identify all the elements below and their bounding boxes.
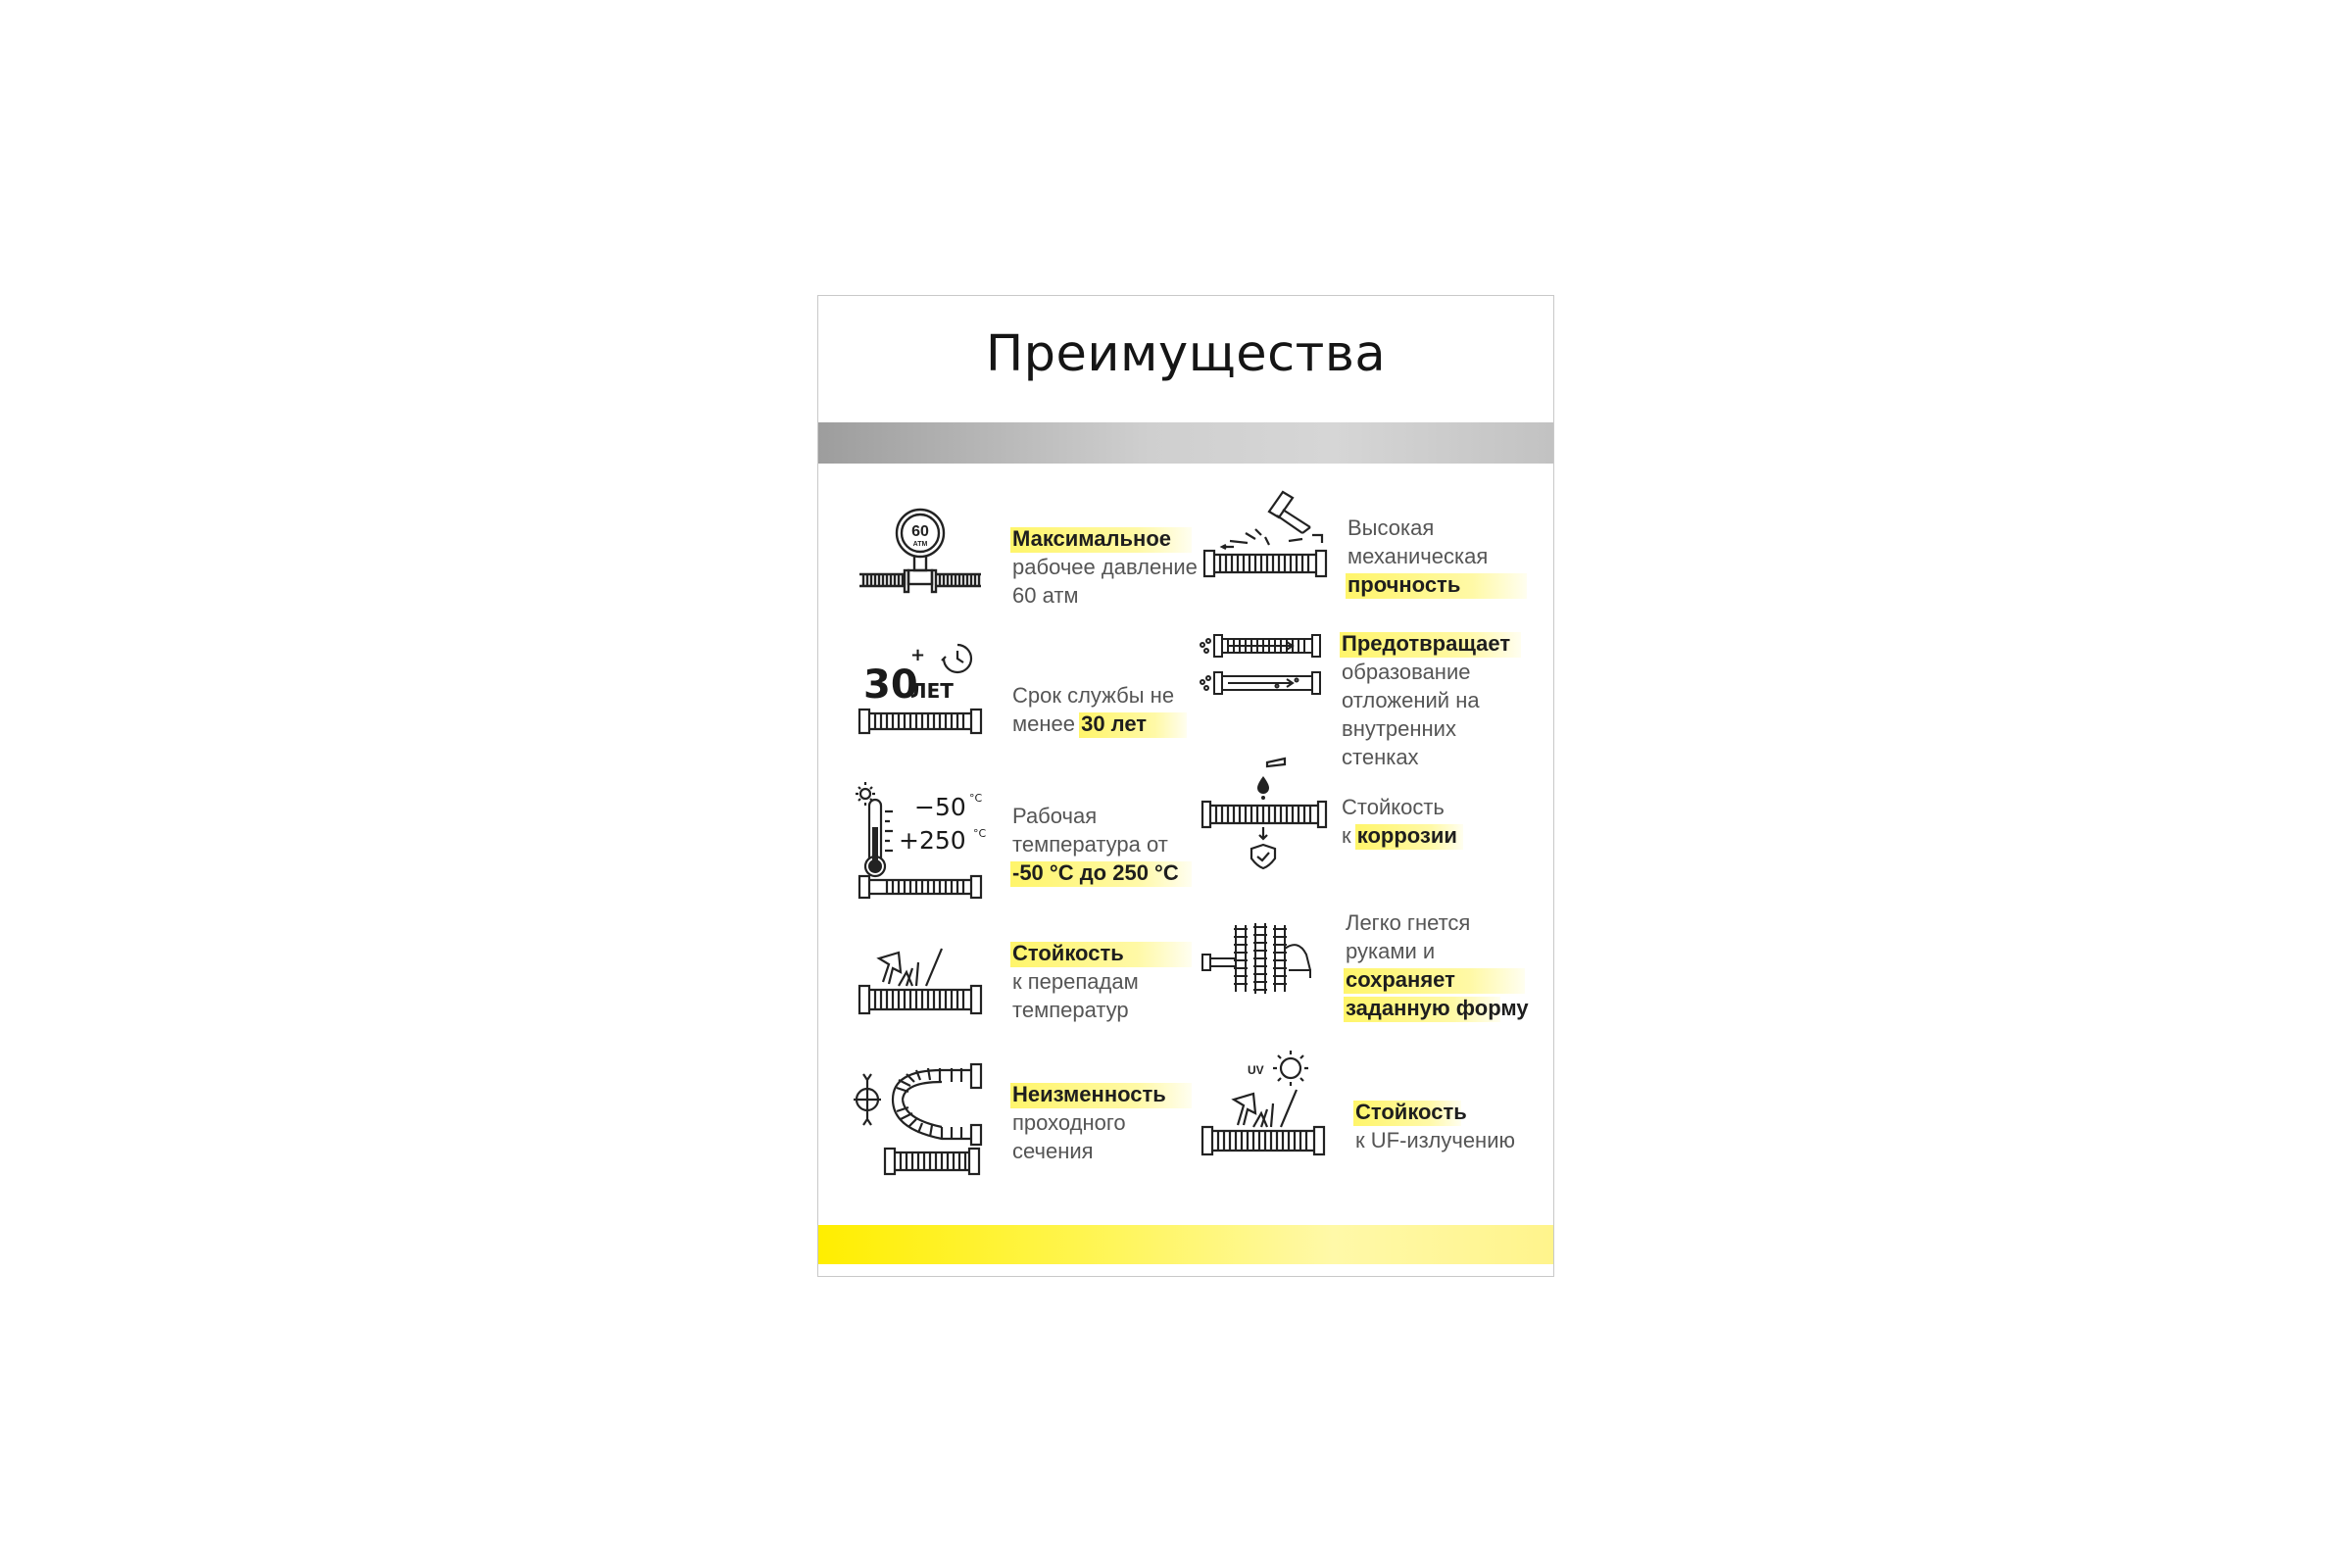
svg-text:UV: UV <box>1248 1063 1264 1077</box>
highlight-text: 30 лет <box>1081 711 1148 736</box>
highlight-text: Неизменность <box>1012 1082 1166 1106</box>
corrosion-resistance-icon <box>1199 755 1336 872</box>
uv-resistance-icon <box>1199 1041 1336 1168</box>
flexible-hoses-icon <box>1200 919 1338 998</box>
text-line: менее <box>1012 711 1082 736</box>
text-line: температура от <box>1012 832 1168 857</box>
feature-no-deposits-text <box>1342 629 1510 771</box>
text-line: Рабочая <box>1012 804 1098 828</box>
page-title: Преимущества <box>985 325 1387 383</box>
svg-text:30: 30 <box>863 662 918 708</box>
text-line: сечения <box>1012 1139 1094 1163</box>
feature-max-pressure-text <box>1012 524 1198 610</box>
feature-mechanical-strength-text <box>1348 514 1488 599</box>
hammer-impact-icon <box>1200 490 1338 583</box>
feature-service-life-text <box>1012 681 1174 738</box>
svg-text:АТМ: АТМ <box>912 541 928 548</box>
feature-uv-resistance-text <box>1355 1098 1515 1154</box>
feature-working-temperature-text <box>1012 802 1179 887</box>
svg-text:+250: +250 <box>899 826 966 855</box>
text-line: к <box>1342 823 1357 848</box>
text-line: Легко гнется <box>1346 910 1471 935</box>
temperature-drop-icon <box>856 943 993 1021</box>
highlight-text: коррозии <box>1356 823 1457 848</box>
svg-text:60: 60 <box>911 523 929 540</box>
feature-flexible-text <box>1346 908 1529 1022</box>
thermometer-icon <box>856 782 993 900</box>
text-line: механическая <box>1348 544 1489 568</box>
highlight-text: Предотвращает <box>1342 631 1511 656</box>
advantages-card <box>817 295 1554 1277</box>
feature-corrosion-resistance-text <box>1342 793 1457 850</box>
text-line: Высокая <box>1348 515 1435 540</box>
svg-text:°C: °C <box>973 827 987 840</box>
highlight-text: прочность <box>1348 572 1461 597</box>
svg-text:+: + <box>910 645 926 665</box>
highlight-text: Стойкость <box>1355 1100 1467 1124</box>
feature-constant-section-text <box>1012 1080 1166 1165</box>
text-line: к UF-излучению <box>1355 1128 1515 1152</box>
text-line: температур <box>1012 998 1129 1022</box>
text-line: 60 атм <box>1012 583 1079 608</box>
feature-temperature-drops-text <box>1012 939 1139 1024</box>
text-line: руками и <box>1346 939 1436 963</box>
text-line: проходного <box>1012 1110 1126 1135</box>
svg-text:°C: °C <box>969 792 983 805</box>
highlight-text: сохраняет <box>1346 967 1455 992</box>
highlight-text: -50 °С до 250 °С <box>1012 860 1179 885</box>
pressure-gauge-icon <box>856 502 993 600</box>
text-line: внутренних <box>1342 716 1456 741</box>
footer-bar <box>818 1225 1553 1264</box>
no-deposits-icon <box>1199 629 1336 708</box>
text-line: Срок службы не <box>1012 683 1175 708</box>
text-line: к перепадам <box>1012 969 1139 994</box>
text-line: образование <box>1342 660 1471 684</box>
highlight-text: Стойкость <box>1012 941 1124 965</box>
text-line: Стойкость <box>1342 795 1445 819</box>
bent-hose-section-icon <box>854 1060 991 1178</box>
text-line: отложений на <box>1342 688 1480 712</box>
service-life-icon <box>856 639 993 747</box>
text-line: стенках <box>1342 745 1419 769</box>
text-line: рабочее давление <box>1012 555 1198 579</box>
svg-text:−50: −50 <box>914 793 966 821</box>
highlight-text: Максимальное <box>1012 526 1171 551</box>
header-divider <box>818 422 1553 464</box>
svg-text:ЛЕТ: ЛЕТ <box>910 679 954 703</box>
highlight-text: заданную форму <box>1346 996 1529 1020</box>
